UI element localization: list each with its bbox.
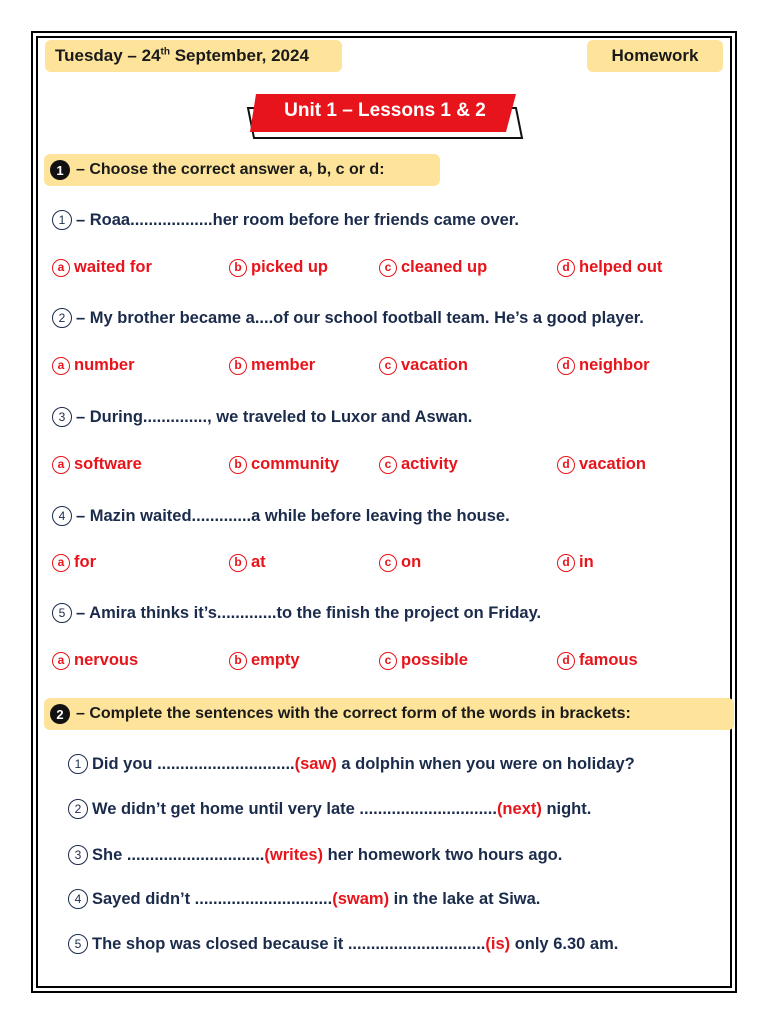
option-b[interactable]: b community (229, 455, 339, 474)
options-row (52, 553, 732, 577)
option-b[interactable]: b at (229, 553, 266, 572)
option-d[interactable]: d famous (557, 651, 638, 670)
unit-banner (240, 86, 530, 146)
options-row (52, 455, 732, 479)
option-a[interactable]: a nervous (52, 651, 138, 670)
sentence-2: 2 We didn’t get home until very late ..............................(next) night. (68, 799, 591, 819)
sentence-3: 3 She ..............................(writes) her homework two hours ago. (68, 845, 562, 865)
option-c[interactable]: c cleaned up (379, 258, 487, 277)
section-2-heading (44, 698, 734, 730)
section-number-badge: 1 (50, 160, 70, 180)
section-2-title: – Complete the sentences with the correct form of the words in brackets: (76, 705, 631, 722)
options-row (52, 651, 732, 675)
options-row (52, 258, 732, 282)
option-c[interactable]: c activity (379, 455, 458, 474)
option-a[interactable]: a number (52, 356, 135, 375)
option-c[interactable]: c on (379, 553, 421, 572)
sentence-4: 4 Sayed didn’t ..............................(swam) in the lake at Siwa. (68, 889, 540, 909)
date-label: Tuesday – 24th September, 2024 (45, 40, 342, 72)
option-d[interactable]: d helped out (557, 258, 662, 277)
question-2: 2 – My brother became a....of our school football team. He’s a good player. (52, 308, 644, 328)
question-3: 3 – During.............., we traveled to Luxor and Aswan. (52, 407, 472, 427)
section-1-heading (44, 154, 440, 186)
sentence-1: 1 Did you ..............................(saw) a dolphin when you were on holiday? (68, 754, 635, 774)
option-d[interactable]: d vacation (557, 455, 646, 474)
banner-title: Unit 1 – Lessons 1 & 2 (284, 100, 486, 121)
option-c[interactable]: c possible (379, 651, 468, 670)
option-d[interactable]: d neighbor (557, 356, 650, 375)
option-a[interactable]: a software (52, 455, 142, 474)
option-a[interactable]: a waited for (52, 258, 152, 277)
question-5: 5 – Amira thinks it’s.............to the finish the project on Friday. (52, 603, 541, 623)
option-a[interactable]: a for (52, 553, 96, 572)
section-1-title: – Choose the correct answer a, b, c or d: (76, 161, 385, 178)
question-1: 1 – Roaa..................her room before her friends came over. (52, 210, 519, 230)
sentence-5: 5 The shop was closed because it ..............................(is) only 6.30 am. (68, 934, 618, 954)
option-d[interactable]: d in (557, 553, 594, 572)
question-4: 4 – Mazin waited.............a while before leaving the house. (52, 506, 510, 526)
section-number-badge: 2 (50, 704, 70, 724)
option-c[interactable]: c vacation (379, 356, 468, 375)
option-b[interactable]: b picked up (229, 258, 328, 277)
homework-label: Homework (587, 40, 723, 72)
option-b[interactable]: b member (229, 356, 315, 375)
option-b[interactable]: b empty (229, 651, 300, 670)
options-row (52, 356, 732, 380)
